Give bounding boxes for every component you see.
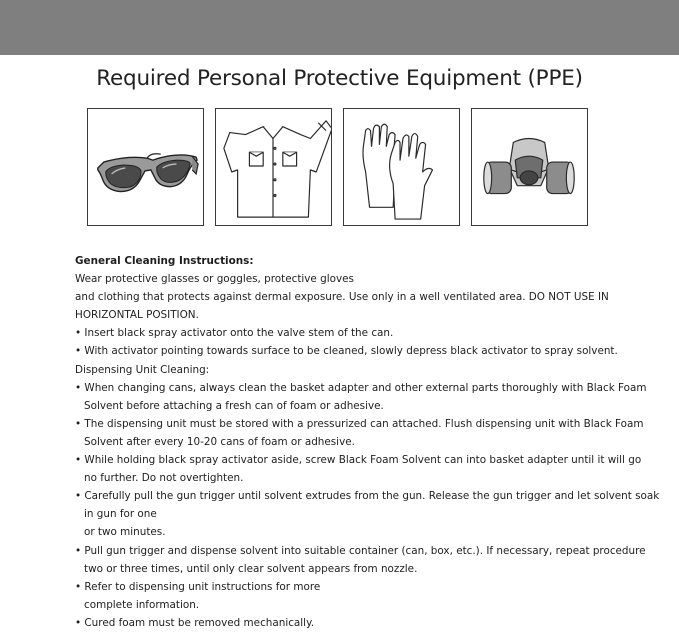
bullet-item: • When changing cans, always clean the basket adapter and other external parts thoroughly with Black Foam <box>75 381 647 394</box>
bullet-item: • Refer to dispensing unit instructions for more <box>75 580 321 593</box>
intro-line: HORIZONTAL POSITION. <box>75 309 199 322</box>
bullet-continuation: or two minutes. <box>84 526 166 539</box>
intro-line: Wear protective glasses or goggles, protective gloves <box>75 273 354 286</box>
bullet-item: • With activator pointing towards surface to be cleaned, slowly depress black activator to spray solvent. <box>75 345 618 358</box>
respirator-mask-icon <box>472 109 587 225</box>
bullet-continuation: Solvent after every 10-20 cans of foam or adhesive. <box>84 435 355 448</box>
bullet-item: • Insert black spray activator onto the valve stem of the can. <box>75 327 394 340</box>
bullet-continuation: two or three times, until only clear solvent appears from nozzle. <box>84 562 418 575</box>
dispensing-subheading: Dispensing Unit Cleaning: <box>75 363 210 376</box>
instructions-heading: General Cleaning Instructions: <box>75 255 254 267</box>
bullet-item: • While holding black spray activator aside, screw Black Foam Solvent can into basket adapter until it will go <box>75 454 642 467</box>
page-title: Required Personal Protective Equipment (PPE) <box>96 66 583 91</box>
protective-gloves-icon <box>344 109 459 225</box>
long-sleeve-shirt-icon <box>216 109 331 225</box>
bullet-item: • Carefully pull the gun trigger until solvent extrudes from the gun. Release the gun trigger and let solvent soak <box>75 490 660 503</box>
bullet-continuation: no further. Do not overtighten. <box>84 472 244 485</box>
ppe-box-respirator <box>471 108 588 226</box>
safety-glasses-icon <box>88 109 203 225</box>
bullet-item: • Pull gun trigger and dispense solvent into suitable container (can, box, etc.). If necessary, repeat procedure <box>75 544 646 557</box>
bullet-continuation: Solvent before attaching a fresh can of foam or adhesive. <box>84 399 384 412</box>
bullet-continuation: complete information. <box>84 598 200 611</box>
ppe-box-glasses <box>87 108 204 226</box>
bullet-item: • Cured foam must be removed mechanically. <box>75 616 315 629</box>
top-banner <box>0 0 679 55</box>
ppe-box-gloves <box>343 108 460 226</box>
cleaning-instructions <box>75 252 660 632</box>
ppe-box-shirt <box>215 108 332 226</box>
bullet-item: • The dispensing unit must be stored with a pressurized can attached. Flush dispensing unit with Black Foam <box>75 417 644 430</box>
intro-line: and clothing that protects against dermal exposure. Use only in a well ventilated area. DO NOT USE IN <box>75 291 609 304</box>
bullet-continuation: in gun for one <box>84 508 157 521</box>
